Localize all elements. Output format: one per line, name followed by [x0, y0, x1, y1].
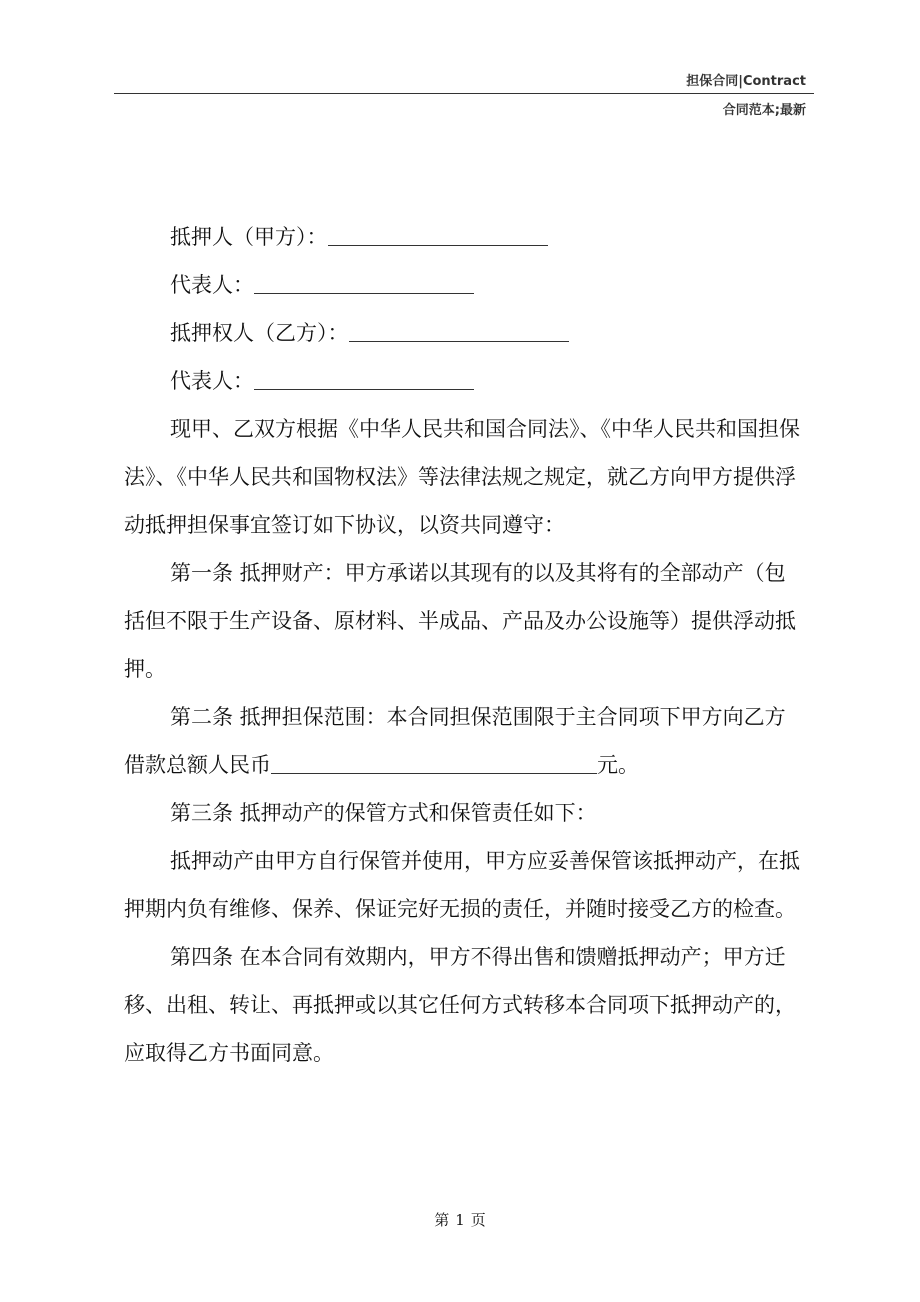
field-representative-a: [124, 261, 804, 309]
field-mortgagor-blank[interactable]: [328, 222, 548, 246]
field-mortgagor-label: 抵押人（甲方）：: [170, 225, 328, 249]
article-2-unit: 元。: [597, 753, 639, 777]
field-representative-b-label: 代表人：: [170, 369, 254, 393]
header-title: 担保合同|Contract: [686, 74, 806, 89]
header-divider: [114, 93, 814, 94]
field-representative-b-blank[interactable]: [254, 366, 474, 390]
paragraph-article-4: 第四条 在本合同有效期内，甲方不得出售和馈赠抵押动产；甲方迁移、出租、转让、再抵押或以其它任何方式转移本合同项下抵押动产的，应取得乙方书面同意。: [124, 945, 796, 1065]
paragraph-intro: 现甲、乙双方根据《中华人民共和国合同法》、《中华人民共和国担保法》、《中华人民共和国物权法》等法律法规之规定，就乙方向甲方提供浮动抵押担保事宜签订如下协议，以资共同遵守：: [124, 417, 800, 537]
header-subtitle: 合同范本;最新: [722, 103, 806, 118]
field-mortgagor: [124, 213, 804, 261]
field-mortgagee-blank[interactable]: [349, 318, 569, 342]
paragraph-article-3: 第三条 抵押动产的保管方式和保管责任如下：: [170, 801, 597, 825]
loan-amount-blank[interactable]: [271, 750, 597, 774]
page-footer: [0, 1209, 920, 1230]
field-representative-b: [124, 357, 804, 405]
contract-body: [124, 213, 804, 1077]
article-2-text: 第二条 抵押担保范围：本合同担保范围限于主合同项下甲方向乙方借款总额人民币: [124, 705, 786, 777]
field-mortgagee: [124, 309, 804, 357]
footer-suffix: 页: [470, 1211, 486, 1229]
field-mortgagee-label: 抵押权人（乙方）：: [170, 321, 349, 345]
paragraph-article-3-detail: 抵押动产由甲方自行保管并使用，甲方应妥善保管该抵押动产，在抵押期内负有维修、保养、保证完好无损的责任，并随时接受乙方的检查。: [124, 849, 800, 921]
field-representative-a-label: 代表人：: [170, 273, 254, 297]
footer-prefix: 第: [434, 1211, 450, 1229]
paragraph-article-2: [124, 693, 804, 789]
page-number: 1: [455, 1211, 465, 1229]
field-representative-a-blank[interactable]: [254, 270, 474, 294]
paragraph-article-1: 第一条 抵押财产：甲方承诺以其现有的以及其将有的全部动产（包括但不限于生产设备、原材料、半成品、产品及办公设施等）提供浮动抵押。: [124, 561, 796, 681]
